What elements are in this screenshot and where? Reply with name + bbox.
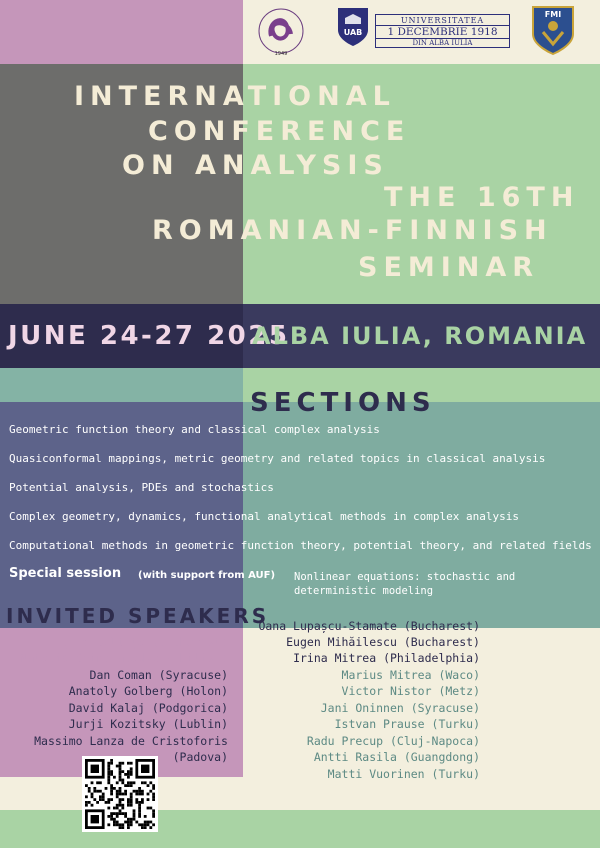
speaker-left: (Padova) <box>172 750 228 764</box>
speaker-right: Eugen Mihăilescu (Bucharest) <box>286 635 480 649</box>
title-line-4: THE 16TH <box>384 182 580 213</box>
speaker-left: Dan Coman (Syracuse) <box>89 668 228 682</box>
shield-icon <box>336 6 370 48</box>
speaker-right: Matti Vuorinen (Turku) <box>327 767 480 781</box>
univ-line-3: DIN ALBA IULIA <box>412 39 473 47</box>
title-line-6: SEMINAR <box>358 252 540 283</box>
title-line-3: ON ANALYSIS <box>122 150 389 181</box>
section-item: Computational methods in geometric function theory, potential theory, and related fields <box>9 539 592 552</box>
special-session-title-2: deterministic modeling <box>294 585 434 597</box>
sections-heading: SECTIONS <box>250 388 436 418</box>
fmi-label: FMI <box>544 10 562 19</box>
speaker-left: Ingrid Beltiță (Bucharest) <box>47 635 228 649</box>
title-line-5: ROMANIAN-FINNISH <box>152 215 553 246</box>
conference-location: ALBA IULIA, ROMANIA <box>252 322 588 350</box>
speaker-left: Natalia Chinchaladze (Tbilisi) <box>20 651 228 665</box>
fmi-logo <box>530 4 576 58</box>
speaker-right: Marius Mitrea (Waco) <box>341 668 480 682</box>
sections-band-teal <box>0 368 243 402</box>
pink-top-block <box>0 0 243 64</box>
math-institute-year: 1949 <box>274 51 288 57</box>
speaker-left: Massimo Lanza de Cristoforis <box>34 734 228 748</box>
section-item: Geometric function theory and classical complex analysis <box>9 423 380 436</box>
speaker-right: Victor Nistor (Metz) <box>341 684 480 698</box>
special-session-label: Special session <box>9 566 122 581</box>
section-item: Potential analysis, PDEs and stochastics <box>9 481 274 494</box>
university-wordmark <box>375 14 510 48</box>
speaker-right: Irina Mitrea (Philadelphia) <box>293 651 480 665</box>
univ-line-1: UNIVERSITATEA <box>400 16 485 25</box>
speakers-heading: INVITED SPEAKERS <box>6 604 270 628</box>
conference-dates: JUNE 24-27 2025 <box>8 321 290 351</box>
speaker-left: David Kalaj (Podgorica) <box>68 701 228 715</box>
math-institute-logo <box>247 6 315 60</box>
speaker-left: Jurji Kozitsky (Lublin) <box>68 717 228 731</box>
speaker-right: Antti Rasila (Guangdong) <box>313 750 480 764</box>
speaker-right: Oana Lupașcu-Stamate (Bucharest) <box>258 619 480 633</box>
qr-code-icon <box>82 756 158 832</box>
uab-label: UAB <box>343 28 363 37</box>
speaker-right: Radu Precup (Cluj-Napoca) <box>306 734 480 748</box>
speaker-left: Anatoly Golberg (Holon) <box>68 684 228 698</box>
title-line-1: INTERNATIONAL <box>74 81 396 112</box>
uab-shield-logo <box>336 6 370 48</box>
section-item: Quasiconformal mappings, metric geometry and related topics in classical analysis <box>9 452 546 465</box>
special-session-support: (with support from AUF) <box>138 570 276 581</box>
speaker-right: Jani Oninnen (Syracuse) <box>320 701 480 715</box>
speaker-right: Istvan Prause (Turku) <box>334 717 480 731</box>
univ-line-2: 1 DECEMBRIE 1918 <box>376 25 509 39</box>
title-line-2: CONFERENCE <box>148 116 411 147</box>
section-item: Complex geometry, dynamics, functional analytical methods in complex analysis <box>9 510 519 523</box>
qr-code[interactable] <box>82 756 158 832</box>
special-session-title-1: Nonlinear equations: stochastic and <box>294 571 516 583</box>
